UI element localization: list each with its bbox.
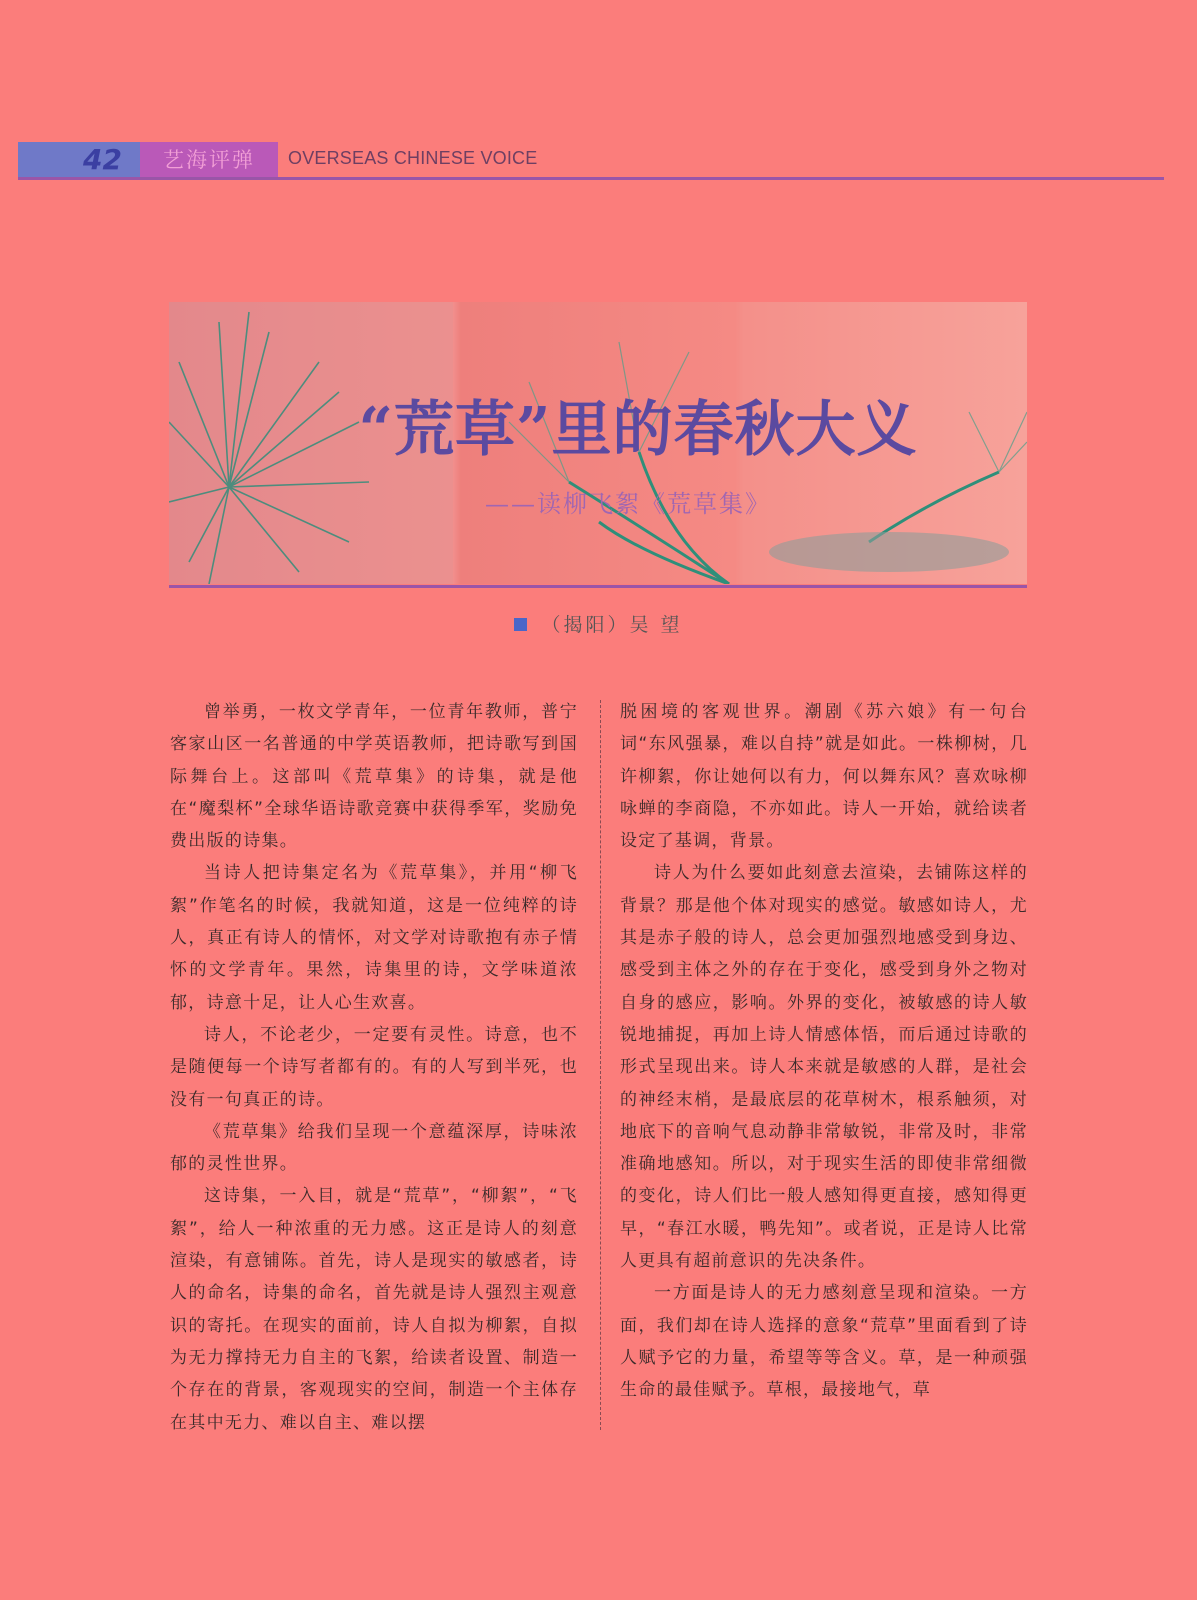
page-number: 42 — [18, 142, 140, 178]
author-byline — [0, 610, 1197, 637]
paragraph-continued: 脱困境的客观世界。潮剧《苏六娘》有一句台词“东风强暴，难以自持”就是如此。一株柳树，几许柳絮，你让她何以有力，何以舞东风？喜欢咏柳咏蝉的李商隐，不亦如此。诗人一开始，就给读者设定了基调，背景。 — [620, 702, 1028, 852]
article-column-right — [620, 696, 1028, 1407]
section-label: 艺海评弹 — [140, 142, 278, 178]
paragraph: 诗人，不论老少，一定要有灵性。诗意，也不是随便每一个诗写者都有的。有的人写到半死，也没有一句真正的诗。 — [170, 1024, 578, 1110]
header-rule — [18, 177, 1164, 180]
paragraph: 曾举勇，一枚文学青年，一位青年教师，普宁客家山区一名普通的中学英语教师，把诗歌写到国际舞台上。这部叫《荒草集》的诗集，就是他在“魔梨杯”全球华语诗歌竞赛中获得季军，奖励免费出版的诗集。 — [170, 702, 578, 852]
article-column-left — [170, 696, 578, 1439]
article-title: “荒草”里的春秋大义 — [358, 395, 918, 465]
paragraph: 这诗集，一入目，就是“荒草”，“柳絮”，“飞絮”，给人一种浓重的无力感。这正是诗人的刻意渲染，有意铺陈。首先，诗人是现实的敏感者，诗人的命名，诗集的命名，首先就是诗人强烈主观意识的寄托。在现实的面前，诗人自拟为柳絮，自拟为无力撑持无力自主的飞絮，给读者设置、制造一个存在的背景，客观现实的空间，制造一个主体存在其中无力、难以自主、难以摆 — [170, 1186, 578, 1433]
paragraph: 一方面是诗人的无力感刻意呈现和渲染。一方面，我们却在诗人选择的意象“荒草”里面看到了诗人赋予它的力量，希望等等含义。草，是一种顽强生命的最佳赋予。草根，最接地气，草 — [620, 1283, 1028, 1401]
article-banner — [169, 302, 1027, 584]
bullet-square-icon — [514, 618, 527, 631]
banner-rule — [169, 585, 1027, 588]
article-subtitle: ——读柳飞絮《荒草集》 — [485, 490, 771, 518]
paragraph: 《荒草集》给我们呈现一个意蕴深厚，诗味浓郁的灵性世界。 — [170, 1121, 578, 1175]
magazine-name: OVERSEAS CHINESE VOICE — [288, 148, 538, 168]
paragraph: 诗人为什么要如此刻意去渲染，去铺陈这样的背景？那是他个体对现实的感觉。敏感如诗人，尤其是赤子般的诗人，总会更加强烈地感受到身边、感受到主体之外的存在于变化，感受到身外之物对自身的感应，影响。外界的变化，被敏感的诗人敏锐地捕捉，再加上诗人情感体悟，而后通过诗歌的形式呈现出来。诗人本来就是敏感的人群，是社会的神经末梢，是最底层的花草树木，根系触须，对地底下的音响气息动静非常敏锐，非常及时，非常准确地感知。所以，对于现实生活的即使非常细微的变化，诗人们比一般人感知得更直接，感知得更早，“春江水暖，鸭先知”。或者说，正是诗人比常人更具有超前意识的先决条件。 — [620, 863, 1028, 1272]
page-header — [18, 142, 1164, 180]
paragraph: 当诗人把诗集定名为《荒草集》，并用“柳飞絮”作笔名的时候，我就知道，这是一位纯粹的诗人，真正有诗人的情怀，对文学对诗歌抱有赤子情怀的文学青年。果然，诗集里的诗，文学味道浓郁，诗意十足，让人心生欢喜。 — [170, 863, 578, 1013]
author-name: （揭阳）吴 望 — [541, 614, 683, 636]
column-divider — [600, 700, 601, 1430]
